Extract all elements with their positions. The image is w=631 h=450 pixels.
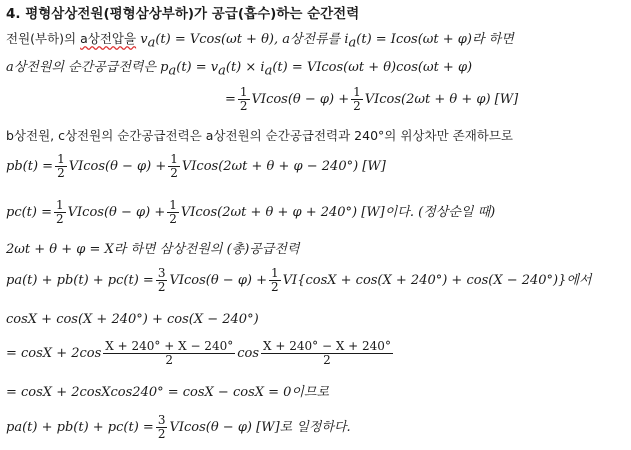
fraction: $\frac{X + 240^\circ - X + 240^\circ}{2}$ — [263, 339, 391, 367]
phase-shift-statement: b상전원, c상전원의 순간공급전력은 a상전원의 순간공급전력과 240°의 위상차만 존재하므로 — [6, 128, 513, 143]
phase-c-power-expression: p c (t) = $\frac{1}{2}$ VIcos(θ − φ) + $\frac{1}{2}$ VIcos(2ωt + θ + φ + 240°) [W]이다. (정상순일 때) — [6, 198, 496, 226]
highlighted-phrase: a상전압을 — [80, 31, 137, 46]
fraction: $\frac{1}{2}$ — [170, 152, 178, 180]
fraction: $\frac{1}{2}$ — [239, 85, 248, 113]
fraction: $\frac{1}{2}$ — [169, 198, 177, 226]
phase-b-power-expression: p b (t) = $\frac{1}{2}$ VIcos(θ − φ) + $\frac{1}{2}$ VIcos(2ωt + θ + φ − 240°) [W] — [6, 152, 386, 180]
voltage-current-definition: 전원(부하)의 a상전압을 $v_a(t) = Vcos(\omega t + \theta)$, a상전류를 $i_a(t) = Icos(\omega t + \varphi)$라 하면 — [6, 31, 514, 51]
fraction: $\frac{1}{2}$ — [271, 266, 279, 294]
sum-to-product-step: = cosX + 2cos $\frac{X + 240^\circ + X - 240^\circ}{2}$ cos $\frac{X + 240^\circ - X + 240^\circ}{2}$ — [6, 339, 391, 367]
fraction: $\frac{1}{2}$ — [56, 198, 64, 226]
total-power-expression: p a (t) + p b (t) + p c (t) = $\frac{3}{2}$ VIcos(θ − φ) + $\frac{1}{2}$ VI{cosX + cos(X + 240°) + cos(X − 240°)}에서 — [6, 266, 592, 294]
fraction: $\frac{1}{2}$ — [353, 85, 361, 113]
phase-a-power-expanded: = $\frac{1}{2}$ VIcos(θ − φ) + $\frac{1}{2}$ VIcos(2ωt + θ + φ) [W] — [225, 85, 519, 113]
fraction: $\frac{3}{2}$ — [157, 413, 166, 441]
phase-a-power-expression: a상전원의 순간공급전력은 $p_a(t) = v_a(t) \times i_a(t) = VIcos(\omega t + \theta)\cos(\omega t + \varphi)$ — [6, 60, 473, 79]
constant-total-power: p a (t) + p b (t) + p c (t) = $\frac{3}{2}$ VIcos(θ − φ) [W]로 일정하다. — [6, 413, 351, 441]
fraction: $\frac{3}{2}$ — [157, 266, 166, 294]
section-title: 4. 평형삼상전원(평형삼상부하)가 공급(흡수)하는 순간전력 — [6, 6, 360, 22]
fraction: $\frac{1}{2}$ — [57, 152, 65, 180]
substitution-statement: 2ωt + θ + φ = X라 하면 삼상전원의 (총)공급전력 — [6, 242, 300, 257]
cosine-sum-expression: cosX + cos(X + 240°) + cos(X − 240°) — [6, 312, 259, 327]
fraction: $\frac{X + 240^\circ + X - 240^\circ}{2}$ — [105, 339, 234, 367]
cancellation-result: = cosX + 2cosXcos240° = cosX − cosX = 0이므로 — [6, 385, 330, 400]
